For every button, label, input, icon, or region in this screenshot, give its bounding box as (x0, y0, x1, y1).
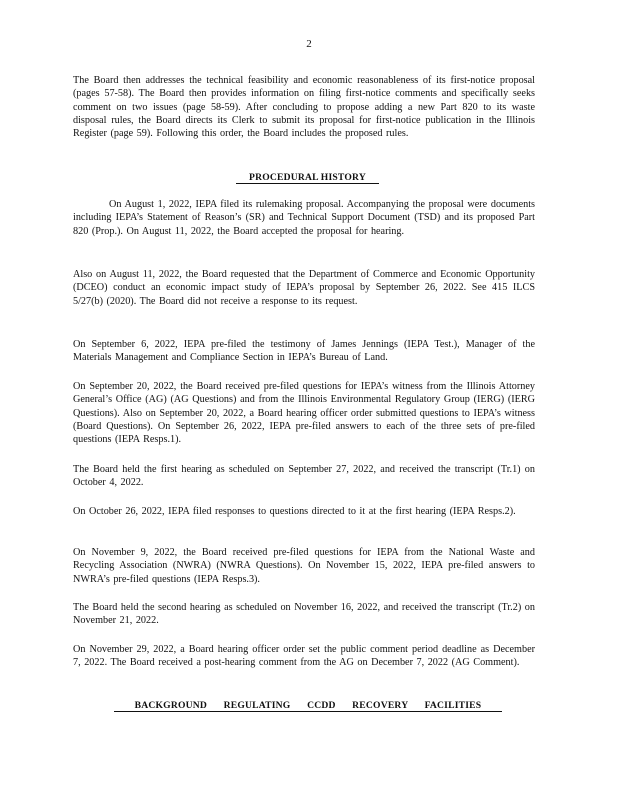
paragraph-second-hearing: The Board held the second hearing as scheduled on November 16, 2022, and received the transcript (Tr.2) on November 21, 2022. (73, 602, 535, 627)
paragraph-overview: The Board then addresses the technical feasibility and economic reasonableness of its first-notice proposal (pages 57-58). The Board then provides information on filing first-notice comments and specifically seeks comment on two issues (page 58-59). After concluding to propose adding a new Part 820 to its waste disposal rules, the Board directs its Clerk to submit its proposal for first-notice publication in the Illinois Register (page 59). Following this order, the Board includes the proposed rules. (73, 75, 535, 140)
paragraph-iepa-responses: On October 26, 2022, IEPA filed responses to questions directed to it at the first hearing (IEPA Resps.2). (73, 506, 516, 517)
paragraph-public-comment: On November 29, 2022, a Board hearing officer order set the public comment period deadline as December 7, 2022. The Board received a post-hearing comment from the AG on December 7, 2022 (AG Comment). (73, 644, 535, 669)
paragraph-filing: On August 1, 2022, IEPA filed its rulemaking proposal. Accompanying the proposal were documents including IEPA’s Statement of Reason’s (SR) and Technical Support Document (TSD) and its proposed Part 820 (Prop.). On August 11, 2022, the Board accepted the proposal for hearing. (73, 199, 535, 237)
heading-background: BACKGROUND REGULATING CCDD RECOVERY FACILITIES (114, 700, 502, 712)
page-number: 2 (306, 38, 312, 50)
paragraph-testimony: On September 6, 2022, IEPA pre-filed the testimony of James Jennings (IEPA Test.), Manager of the Materials Management and Compliance Section in IEPA’s Bureau of Land. (73, 339, 535, 364)
paragraph-dceo-request: Also on August 11, 2022, the Board requested that the Department of Commerce and Economic Opportunity (DCEO) conduct an economic impact study of IEPA’s proposal by September 26, 2022. See 415 ILCS 5/27(b) (2020). The Board did not receive a response to its request. (73, 269, 535, 307)
paragraph-nwra-questions: On November 9, 2022, the Board received pre-filed questions for IEPA from the National Waste and Recycling Association (NWRA) (NWRA Questions). On November 15, 2022, IEPA pre-filed answers to NWRA’s pre-filed questions (IEPA Resps.3). (73, 547, 535, 585)
heading-procedural-history: PROCEDURAL HISTORY (236, 172, 379, 184)
paragraph-prefiled-questions: On September 20, 2022, the Board received pre-filed questions for IEPA’s witness from the Illinois Attorney General’s Office (AG) (AG Questions) and from the Illinois Environmental Regulatory Group (IERG) (IERG Questions). Also on September 20, 2022, a Board hearing officer order submitted questions to IEPA’s witness (Board Questions). On September 26, 2022, IEPA pre-filed answers to each of the three sets of pre-filed questions (IEPA Resps.1). (73, 381, 535, 446)
paragraph-first-hearing: The Board held the first hearing as scheduled on September 27, 2022, and received the transcript (Tr.1) on October 4, 2022. (73, 464, 535, 489)
